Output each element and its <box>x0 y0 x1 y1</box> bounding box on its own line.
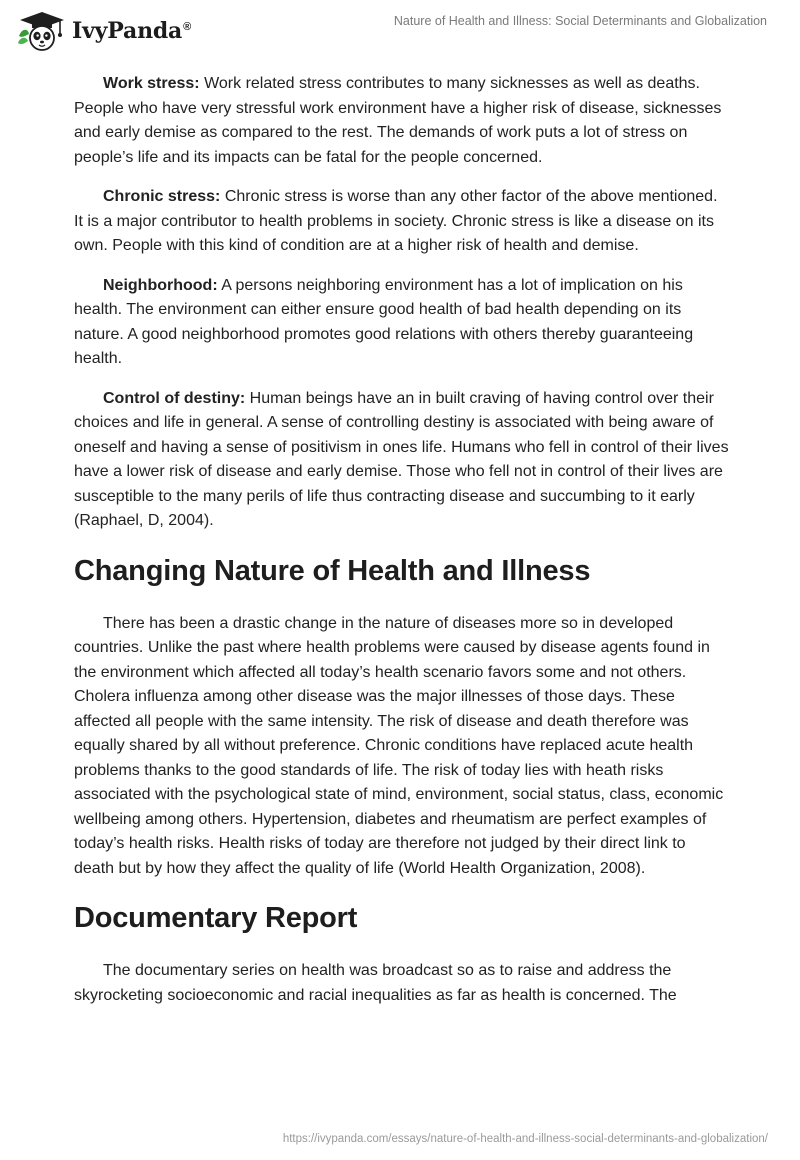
heading-changing-nature: Changing Nature of Health and Illness <box>74 554 591 587</box>
text-chronic-stress: Chronic stress is worse than any other factor of the above mentioned. It is a major contributor to health problems in society. Chronic stress is like a disease on its own. People with this kind of condition are at a higher risk of health and demise. <box>74 188 718 254</box>
paragraph-changing-nature: There has been a drastic change in the nature of diseases more so in developed countries. Unlike the past where health problems were caused by disease agents found in the environment which affected all today’s health scenario favors some and not others. Cholera influenza among other disease was the major illnesses of those days. These affected all people with the same intensity. The risk of disease and death therefore was equally shared by all without preference. Chronic conditions have replaced acute health problems thanks to the good standards of life. The risk of today lies with heath risks associated with the psychological state of mind, environment, social status, class, economic wellbeing among others. Hypertension, diabetes and rheumatism are perfect examples of today’s health risks. Health risks of today are therefore not judged by their direct link to death but by how they affect the quality of life (World Health Organization, 2008). <box>74 614 724 877</box>
brand-name-text: IvyPanda <box>72 18 183 44</box>
term-neighborhood: Neighborhood: <box>103 276 218 294</box>
essay-content <box>74 72 730 1023</box>
paragraph-chronic-stress <box>74 185 730 259</box>
text-work-stress: Work related stress contributes to many sicknesses as well as deaths. People who have very stressful work environment have a higher risk of disease, sicknesses and early demise as compared to the rest. The demands of work puts a lot of stress on people’s life and its impacts can be fatal for the people concerned. <box>74 75 722 166</box>
panda-graduate-logo-icon <box>16 10 68 52</box>
page-header <box>0 0 800 56</box>
brand-name <box>72 18 191 44</box>
footer-url[interactable]: https://ivypanda.com/essays/nature-of-health-and-illness-social-determinants-and-globalization/ <box>282 1133 768 1145</box>
term-chronic-stress: Chronic stress: <box>103 188 221 205</box>
paragraph-work-stress <box>74 72 730 170</box>
text-control-of-destiny: Human beings have an in built craving of having control over their choices and life in general. A sense of controlling destiny is associated with being aware of oneself and having a sense of positivism in ones life. Humans who fell in control of their lives have a lower risk of disease and early demise. Those who fell not in control of their lives are susceptible to the many perils of life thus contracting disease and succumbing to it early (Raphael, D, 2004). <box>74 389 729 529</box>
term-work-stress: Work stress: <box>103 75 200 92</box>
document-title: Nature of Health and Illness: Social Determinants and Globalization <box>393 14 767 28</box>
paragraph-control-of-destiny <box>74 387 730 534</box>
brand-logo[interactable] <box>16 10 191 52</box>
registered-mark: ® <box>183 20 192 33</box>
term-control-of-destiny: Control of destiny: <box>103 389 246 407</box>
paragraph-documentary-report: The documentary series on health was broadcast so as to raise and address the skyrocketing socioeconomic and racial inequalities as far as health is concerned. The <box>74 962 677 1004</box>
paragraph-neighborhood <box>74 274 730 372</box>
text-neighborhood: A persons neighboring environment has a lot of implication on his health. The environment can either ensure good health of bad health depending on its nature. A good neighborhood promotes good relations with others thereby guaranteeing health. <box>74 276 694 367</box>
heading-documentary-report: Documentary Report <box>74 902 358 934</box>
